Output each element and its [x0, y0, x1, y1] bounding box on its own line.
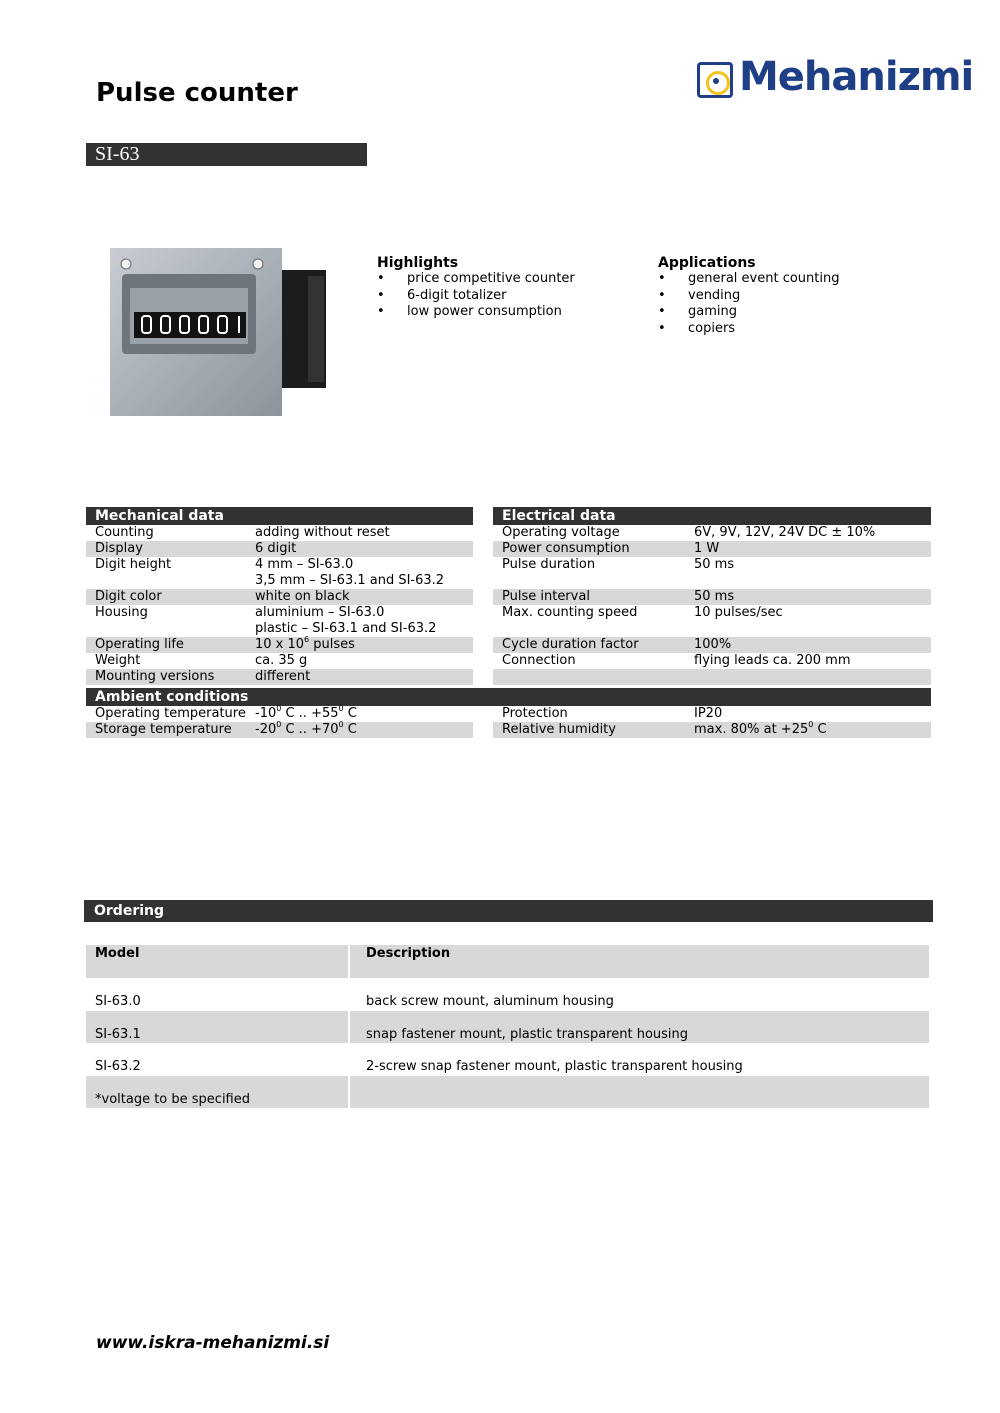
table-row	[86, 722, 473, 738]
spec-label: Max. counting speed	[502, 605, 638, 620]
application-item: • general event counting	[658, 271, 839, 288]
mechanical-heading: Mechanical data	[86, 507, 473, 525]
highlight-item: • 6-digit totalizer	[377, 288, 575, 305]
logo-mark-icon	[697, 62, 733, 98]
spec-value: $-20^0$ C .. $+70^0$ C	[246, 722, 473, 738]
description-cell: 2-screw snap fastener mount, plastic transparent housing	[366, 1059, 743, 1074]
highlight-item: • price competitive counter	[377, 271, 575, 288]
spec-value: 50 ms	[694, 557, 735, 572]
spec-label: Digit height	[95, 557, 172, 572]
table-row	[86, 605, 473, 637]
spec-label: Operating life	[86, 637, 246, 653]
table-row	[493, 541, 931, 557]
application-item: • copiers	[658, 321, 839, 338]
spec-value: 50 ms	[685, 589, 931, 605]
product-photo	[108, 246, 330, 418]
ambient-right-table	[493, 706, 931, 738]
spec-value: different	[246, 669, 473, 685]
spec-label: Counting	[95, 525, 154, 540]
spec-label: Cycle duration factor	[493, 637, 685, 653]
logo-text: Mehanizmi	[739, 54, 974, 100]
table-row	[86, 1043, 929, 1076]
spec-value: 10 x $10^6$ pulses	[246, 637, 473, 653]
applications-heading: Applications	[658, 255, 756, 271]
table-row	[86, 653, 473, 669]
application-item: • vending	[658, 288, 839, 305]
page-title: Pulse counter	[96, 78, 298, 108]
ambient-heading: Ambient conditions	[86, 688, 931, 706]
table-row	[86, 541, 473, 557]
spec-value: 6V, 9V, 12V, 24V DC ± 10%	[694, 525, 876, 540]
table-row	[86, 1076, 929, 1109]
ordering-note: *voltage to be specified	[95, 1091, 250, 1107]
table-row	[493, 637, 931, 653]
description-cell: snap fastener mount, plastic transparent housing	[366, 1026, 689, 1042]
ordering-table	[86, 945, 929, 1108]
spec-label: Relative humidity	[493, 722, 685, 738]
applications-section	[658, 255, 839, 337]
model-cell: SI-63.1	[95, 1026, 141, 1042]
spec-value: $-10^0$ C .. $+55^0$ C	[255, 704, 357, 721]
model-cell: SI-63.0	[95, 994, 141, 1009]
highlight-item: • low power consumption	[377, 304, 575, 321]
table-row	[86, 557, 473, 589]
model-bar: SI-63	[86, 143, 367, 166]
spec-value: flying leads ca. 200 mm	[694, 653, 851, 668]
table-row	[86, 525, 473, 541]
spec-label: Storage temperature	[86, 722, 246, 738]
spec-label: Connection	[502, 653, 576, 668]
table-row	[493, 706, 931, 722]
spec-value: 100%	[685, 637, 931, 653]
spec-value	[246, 557, 473, 589]
spec-value-line: aluminium – SI-63.0	[255, 605, 385, 620]
table-row	[493, 589, 931, 605]
column-header-description: Description	[366, 946, 451, 961]
table-row	[493, 722, 931, 738]
application-item: • gaming	[658, 304, 839, 321]
footer-url: www.iskra-mehanizmi.si	[96, 1333, 330, 1353]
ordering-header-row	[86, 945, 929, 978]
company-logo	[697, 54, 974, 104]
ambient-left-table	[86, 706, 473, 738]
spec-value: white on black	[246, 589, 473, 605]
spec-value-line: 4 mm – SI-63.0	[255, 557, 354, 572]
spec-value	[246, 605, 473, 637]
mechanical-data-table	[86, 507, 473, 685]
table-row	[86, 978, 929, 1011]
table-row	[86, 589, 473, 605]
spec-label: Pulse duration	[502, 557, 596, 572]
table-row	[493, 653, 931, 669]
table-row	[493, 525, 931, 541]
spec-label: Operating voltage	[502, 525, 620, 540]
spec-value: 6 digit	[246, 541, 473, 557]
spec-value: 1 W	[685, 541, 931, 557]
table-row	[493, 669, 931, 685]
spec-value: IP20	[694, 706, 723, 721]
table-row	[493, 605, 931, 637]
spec-label: Display	[86, 541, 246, 557]
spec-label: Pulse interval	[493, 589, 685, 605]
spec-label: Mounting versions	[86, 669, 246, 685]
model-cell: SI-63.2	[95, 1059, 141, 1074]
electrical-data-table	[493, 507, 931, 685]
spec-label: Housing	[95, 605, 148, 620]
spec-value: ca. 35 g	[255, 653, 308, 668]
spec-value: 10 pulses/sec	[694, 605, 783, 620]
table-row	[86, 669, 473, 685]
table-row	[86, 637, 473, 653]
highlights-section	[377, 255, 575, 321]
table-row	[86, 1011, 929, 1044]
table-row	[493, 557, 931, 589]
spec-value-line: plastic – SI-63.1 and SI-63.2	[255, 621, 437, 636]
spec-label: Power consumption	[493, 541, 685, 557]
spec-value: max. 80% at $+25^0$ C	[685, 722, 931, 738]
spec-value: adding without reset	[255, 525, 390, 540]
electrical-heading: Electrical data	[493, 507, 931, 525]
spec-label: Weight	[95, 653, 141, 668]
spec-label: Digit color	[86, 589, 246, 605]
highlights-heading: Highlights	[377, 255, 459, 271]
description-cell: back screw mount, aluminum housing	[366, 994, 614, 1009]
column-header-model: Model	[95, 946, 140, 961]
spec-label: Operating temperature	[95, 706, 246, 721]
ordering-heading: Ordering	[84, 900, 933, 922]
spec-value-line: 3,5 mm – SI-63.1 and SI-63.2	[255, 573, 445, 588]
spec-label: Protection	[502, 706, 568, 721]
